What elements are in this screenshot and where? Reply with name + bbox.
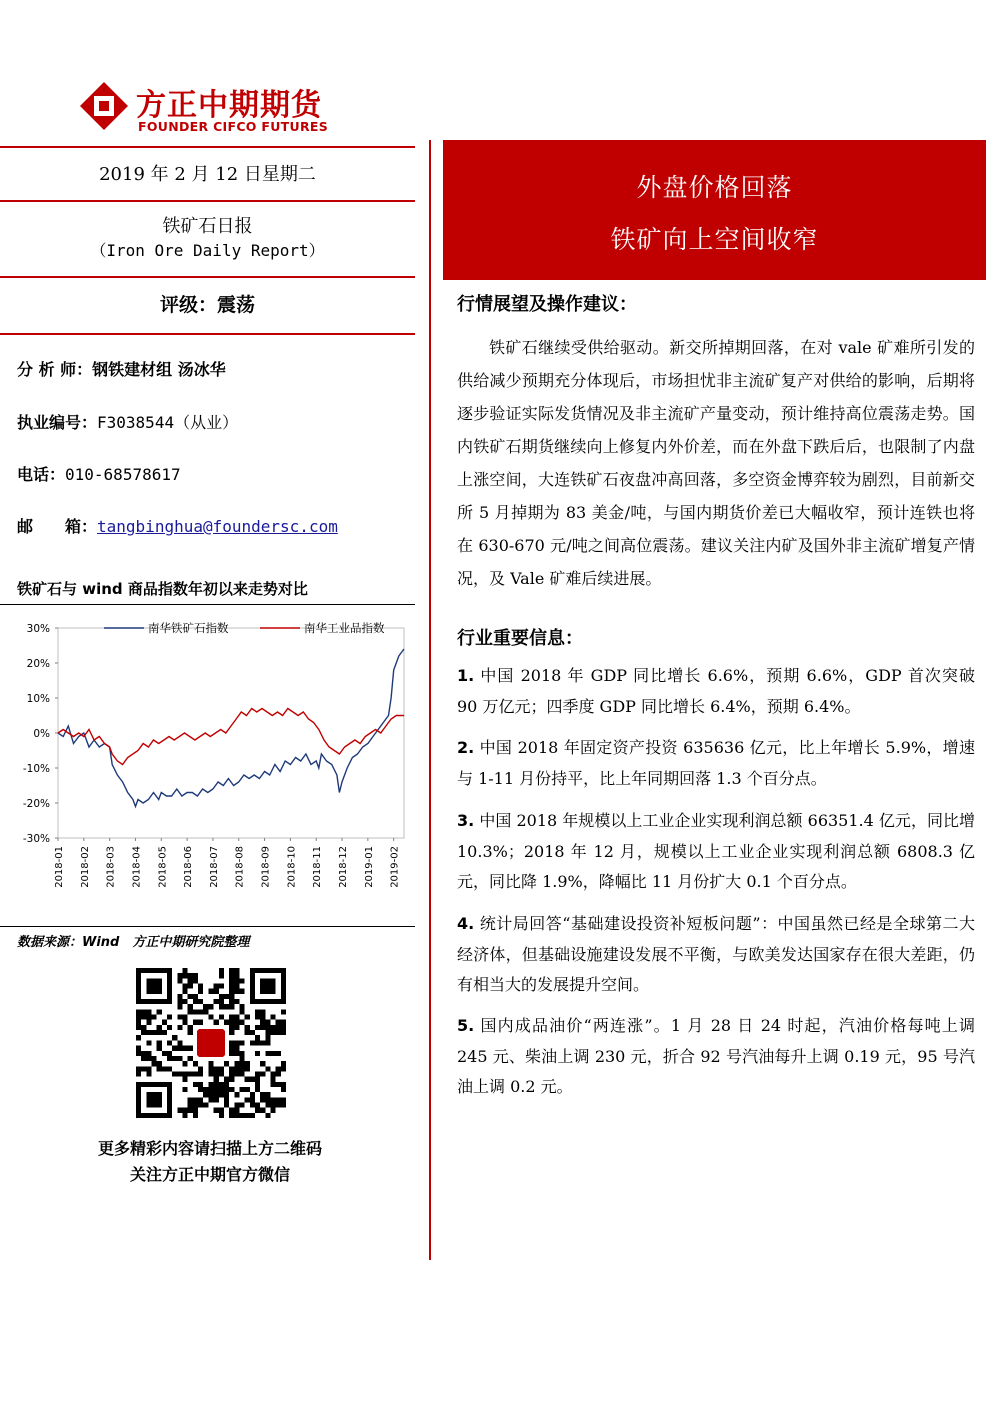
x-tick-label: 2019-02 <box>389 846 401 888</box>
analyst-row <box>17 357 226 380</box>
x-tick-label: 2018-05 <box>157 846 169 888</box>
column-divider <box>429 140 431 1260</box>
news-item <box>457 806 975 898</box>
x-tick-label: 2018-04 <box>131 846 143 888</box>
trend-chart-svg <box>14 612 414 902</box>
x-tick-label: 2019-01 <box>363 846 375 888</box>
headline-banner <box>443 140 986 280</box>
phone-row <box>17 462 181 485</box>
analyst-value: 钢铁建材组 汤冰华 <box>92 360 226 379</box>
legend-label: 南华工业品指数 <box>304 621 385 635</box>
x-tick-label: 2018-08 <box>234 846 246 888</box>
rating: 评级：震荡 <box>159 294 255 316</box>
news-item-number: 1. <box>457 666 475 685</box>
chart-bottom-rule <box>0 926 415 927</box>
y-tick-label: 0% <box>33 728 50 740</box>
headline-line2: 铁矿向上空间收窄 <box>610 225 819 254</box>
legend-label: 南华铁矿石指数 <box>148 621 229 635</box>
email-row <box>17 514 338 537</box>
date-divider <box>0 200 415 202</box>
y-tick-label: 30% <box>26 623 50 635</box>
news-item-text: 中国 2018 年固定资产投资 635636 亿元，比上年增长 5.9%，增速与 1-11 月份持平，比上年同期回落 1.3 个百分点。 <box>457 738 975 788</box>
news-item-number: 4. <box>457 914 475 933</box>
x-tick-label: 2018-01 <box>54 846 65 888</box>
news-item-number: 3. <box>457 811 475 830</box>
news-item-text: 统计局回答“基础建设投资补短板问题”：中国虽然已经是全球第二大经济体，但基础设施建设发展不平衡，与欧美发达国家存在很大差距，仍有相当大的发展提升空间。 <box>457 914 975 994</box>
series-line-iron-ore <box>58 649 404 807</box>
chart-title: 铁矿石与 wind 商品指数年初以来走势对比 <box>17 580 308 598</box>
x-tick-label: 2018-02 <box>79 846 91 888</box>
brand-name-cn: 方正中期期货 <box>136 88 322 123</box>
brand-name-en: FOUNDER CIFCO FUTURES <box>138 119 329 134</box>
news-item-text: 中国 2018 年 GDP 同比增长 6.6%，预期 6.6%，GDP 首次突破 90 万亿元；四季度 GDP 同比增长 6.4%，预期 6.4%。 <box>457 666 975 716</box>
outlook-heading: 行情展望及操作建议： <box>457 294 637 315</box>
x-tick-label: 2018-10 <box>286 846 298 888</box>
series-line-industrial <box>58 709 404 765</box>
title-divider <box>0 276 415 278</box>
news-item-text: 中国 2018 年规模以上工业企业实现利润总额 66351.4 亿元，同比增 10.3%；2018 年 12 月，规模以上工业企业实现利润总额 6808.3 亿元，同比降 1.9%，降幅比 11 月份扩大 0.1 个百分点。 <box>457 811 975 891</box>
news-item-number: 5. <box>457 1016 475 1035</box>
news-item <box>457 733 975 794</box>
news-item <box>457 1011 975 1103</box>
license-value: F3038544（从业） <box>97 413 239 432</box>
report-title-en: （Iron Ore Daily Report） <box>90 241 325 260</box>
y-tick-label: 10% <box>26 693 50 705</box>
x-tick-label: 2018-09 <box>260 846 272 888</box>
analyst-label: 分 析 师： <box>17 360 93 379</box>
trend-chart <box>14 612 414 902</box>
news-item <box>457 909 975 1001</box>
x-tick-label: 2018-11 <box>312 846 324 888</box>
news-heading: 行业重要信息： <box>457 628 583 649</box>
email-link[interactable]: tangbinghua@foundersc.com <box>97 517 338 536</box>
qr-code[interactable] <box>136 968 286 1118</box>
phone-value: 010-68578617 <box>65 465 181 484</box>
y-tick-label: -10% <box>22 763 50 775</box>
outlook-text: 铁矿石继续受供给驱动。新交所掉期回落，在对 vale 矿难所引发的供给减少预期充分体现后，市场担忧非主流矿复产对供给的影响，后期将逐步验证实际发货情况及非主流矿产量变动，预计维持高位震荡走势。国内铁矿石期货继续向上修复内外价差，而在外盘下跌后后，也限制了内盘上涨空间，大连铁矿石夜盘冲高回落，多空资金博弈较为剧烈，目前新交所 5 月掉期为 83 美金/吨，与国内期货价差已大幅收窄，预计连铁也将在 630-670 元/吨之间高位震荡。建议关注内矿及国外非主流矿增复产情况，及 Vale 矿难后续进展。 <box>457 338 975 588</box>
x-tick-label: 2018-06 <box>183 846 195 888</box>
x-tick-label: 2018-12 <box>338 846 350 888</box>
news-item-text: 国内成品油价“两连涨”。1 月 28 日 24 时起，汽油价格每吨上调 245 元、柴油上调 230 元，折合 92 号汽油每升上调 0.19 元，95 号汽油上调 0.2 元。 <box>457 1016 975 1096</box>
x-tick-label: 2018-03 <box>105 846 117 888</box>
chart-top-rule <box>0 604 415 605</box>
rating-divider <box>0 333 415 335</box>
report-title-cn: 铁矿石日报 <box>162 216 253 237</box>
y-tick-label: -30% <box>22 833 50 845</box>
news-item-number: 2. <box>457 738 475 757</box>
data-source: 数据来源：Wind 方正中期研究院整理 <box>17 935 250 950</box>
qr-caption-line2: 关注方正中期官方微信 <box>129 1165 290 1184</box>
license-row <box>17 410 238 433</box>
license-label: 执业编号： <box>17 413 98 432</box>
y-tick-label: -20% <box>22 798 50 810</box>
phone-label: 电话： <box>17 465 66 484</box>
y-tick-label: 20% <box>26 658 50 670</box>
company-logo-mark <box>80 82 128 130</box>
qr-caption-line1: 更多精彩内容请扫描上方二维码 <box>97 1139 322 1158</box>
news-item <box>457 661 975 722</box>
headline-line1: 外盘价格回落 <box>636 173 793 202</box>
x-tick-label: 2018-07 <box>208 846 220 888</box>
plot-frame <box>58 628 404 838</box>
report-date: 2019 年 2 月 12 日星期二 <box>99 164 316 185</box>
qr-center-logo <box>197 1029 225 1057</box>
email-label: 邮 箱： <box>17 517 98 536</box>
header-divider <box>0 146 415 148</box>
